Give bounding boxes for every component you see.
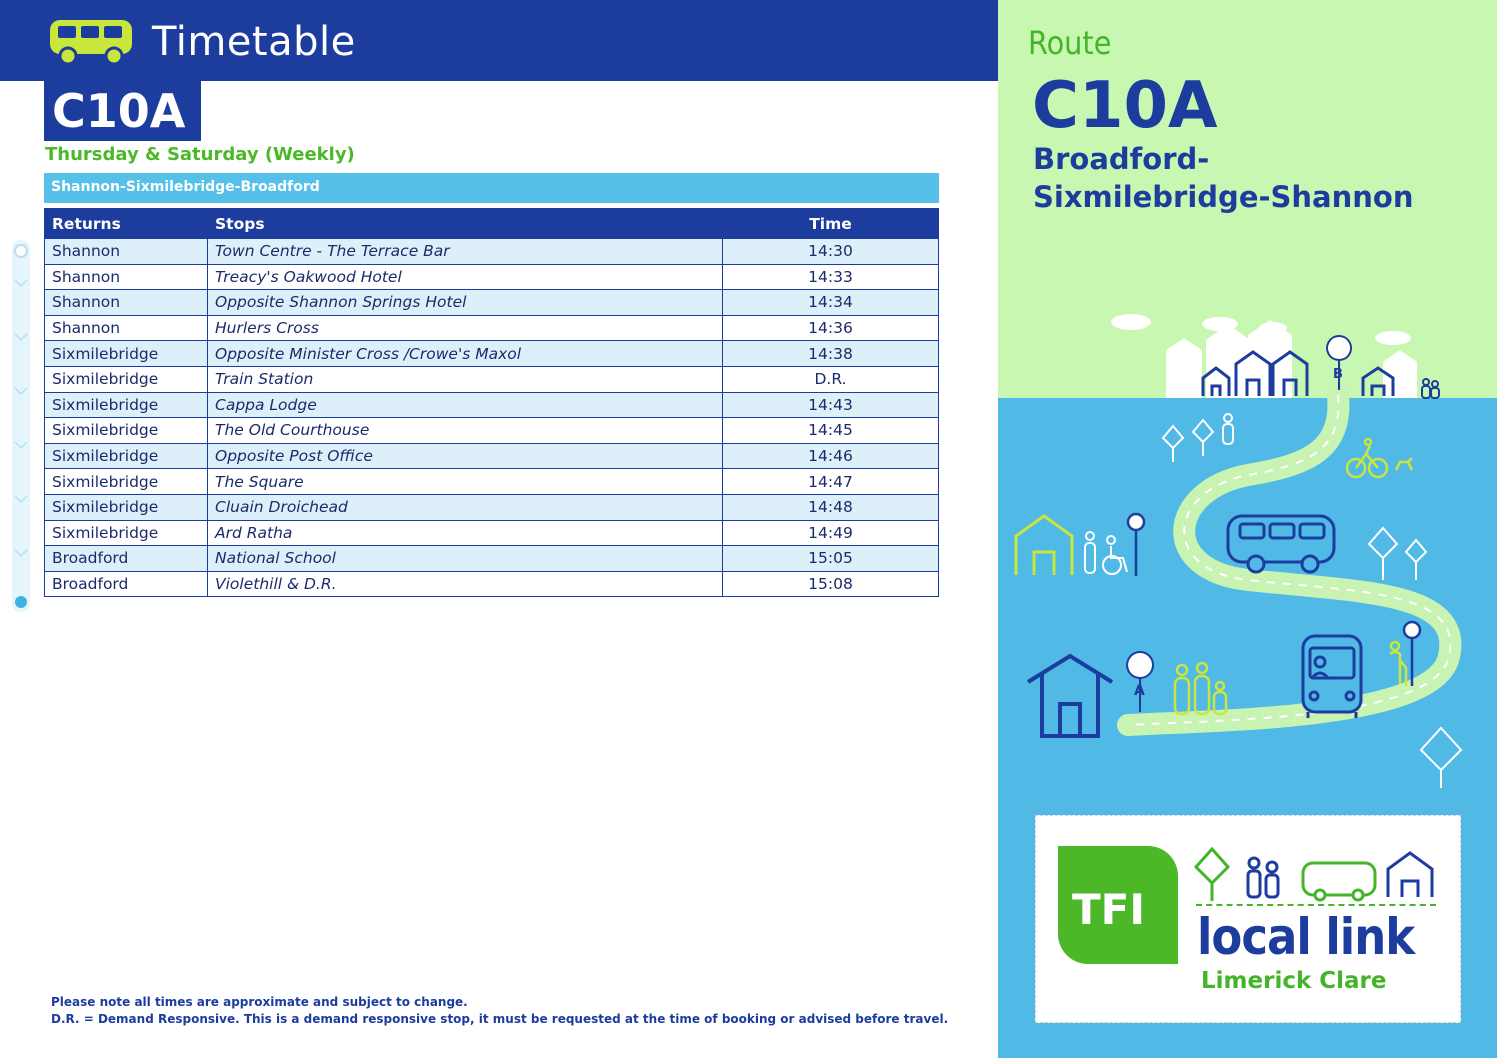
row-stop: Train Station [208, 366, 723, 392]
route-code-badge [44, 81, 201, 141]
local-link-icons [1188, 845, 1438, 905]
region-name: Limerick Clare [1201, 968, 1387, 994]
table-header-row [45, 209, 939, 239]
side-route-label: Route [1028, 24, 1112, 62]
row-area: Sixmilebridge [45, 520, 208, 546]
page-title: Timetable [152, 19, 356, 65]
note-demand-responsive: D.R. = Demand Responsive. This is a demand responsive stop, it must be requested at the time of booking or advised before travel. [51, 1012, 949, 1026]
row-time: 14:38 [723, 341, 939, 367]
row-stop: Cappa Lodge [208, 392, 723, 418]
row-time: 14:49 [723, 520, 939, 546]
marker-b: B [1333, 367, 1343, 382]
table-row [45, 290, 939, 316]
row-area: Broadford [45, 546, 208, 572]
col-stops: Stops [208, 209, 723, 239]
row-area: Sixmilebridge [45, 443, 208, 469]
direction-bar [44, 173, 939, 203]
table-row [45, 418, 939, 444]
tfi-logo [1058, 846, 1178, 964]
row-stop: Opposite Minister Cross /Crowe's Maxol [208, 341, 723, 367]
table-row [45, 366, 939, 392]
cyclist-icon [1347, 439, 1412, 477]
table-row [45, 494, 939, 520]
side-route-code: C10A [1032, 69, 1218, 143]
house-icon [1388, 853, 1432, 897]
row-time: 15:05 [723, 546, 939, 572]
table-row [45, 264, 939, 290]
side-route-name-line2: Sixmilebridge-Shannon [1033, 180, 1414, 214]
row-stop: Cluain Droichead [208, 494, 723, 520]
row-stop: Hurlers Cross [208, 315, 723, 341]
row-time: 14:46 [723, 443, 939, 469]
row-area: Sixmilebridge [45, 418, 208, 444]
tfi-text: TFI [1072, 885, 1145, 934]
row-area: Sixmilebridge [45, 341, 208, 367]
row-area: Broadford [45, 571, 208, 597]
marker-a: A [1134, 683, 1145, 699]
house-icon [1016, 516, 1072, 575]
row-time: 14:34 [723, 290, 939, 316]
row-area: Sixmilebridge [45, 392, 208, 418]
person-icon [1248, 858, 1278, 897]
row-time: 14:43 [723, 392, 939, 418]
house-icon [1028, 656, 1112, 736]
route-progress-rail [12, 240, 30, 612]
person-icon [1223, 414, 1233, 444]
note-approx: Please note all times are approximate and subject to change. [51, 995, 468, 1009]
side-route-name [1033, 140, 1413, 216]
header-bar [0, 0, 998, 81]
col-returns: Returns [45, 209, 208, 239]
row-area: Sixmilebridge [45, 469, 208, 495]
bus-icon [1303, 636, 1361, 718]
route-code: C10A [52, 84, 186, 138]
row-stop: Treacy's Oakwood Hotel [208, 264, 723, 290]
row-time: 14:36 [723, 315, 939, 341]
row-time: 14:48 [723, 494, 939, 520]
row-stop: Violethill & D.R. [208, 571, 723, 597]
row-time: 15:08 [723, 571, 939, 597]
row-stop: National School [208, 546, 723, 572]
row-area: Shannon [45, 290, 208, 316]
local-word: local [1197, 908, 1311, 966]
row-stop: Opposite Post Office [208, 443, 723, 469]
direction-label: Shannon-Sixmilebridge-Broadford [51, 179, 320, 195]
footnotes [51, 994, 948, 1028]
row-time: 14:33 [723, 264, 939, 290]
tree-icon [1196, 849, 1228, 901]
table-row [45, 571, 939, 597]
route-illustration [998, 300, 1497, 800]
bus-icon [1228, 516, 1334, 572]
rail-markers [12, 240, 30, 612]
row-area: Shannon [45, 264, 208, 290]
row-time: 14:47 [723, 469, 939, 495]
row-time: 14:30 [723, 239, 939, 265]
row-area: Shannon [45, 315, 208, 341]
table-row [45, 341, 939, 367]
timetable [44, 208, 939, 597]
service-days: Thursday & Saturday (Weekly) [45, 144, 355, 165]
wheelchair-icon [1103, 536, 1127, 574]
table-row [45, 239, 939, 265]
row-area: Shannon [45, 239, 208, 265]
row-stop: The Square [208, 469, 723, 495]
col-time: Time [723, 209, 939, 239]
table-row [45, 546, 939, 572]
table-row [45, 520, 939, 546]
table-row [45, 469, 939, 495]
bus-stop-icon [1128, 514, 1144, 576]
link-word: link [1325, 908, 1415, 966]
person-icon [1085, 532, 1095, 573]
row-stop: Opposite Shannon Springs Hotel [208, 290, 723, 316]
row-stop: The Old Courthouse [208, 418, 723, 444]
table-row [45, 315, 939, 341]
table-row [45, 443, 939, 469]
bus-icon [48, 18, 134, 66]
row-stop: Ard Ratha [208, 520, 723, 546]
row-stop: Town Centre - The Terrace Bar [208, 239, 723, 265]
person-icon [1422, 379, 1439, 398]
row-time: D.R. [723, 366, 939, 392]
row-area: Sixmilebridge [45, 366, 208, 392]
row-time: 14:45 [723, 418, 939, 444]
local-link-wordmark [1197, 908, 1414, 966]
bus-icon [1303, 863, 1375, 900]
logo-divider [1196, 904, 1436, 906]
table-row [45, 392, 939, 418]
side-route-name-line1: Broadford- [1033, 142, 1210, 176]
row-area: Sixmilebridge [45, 494, 208, 520]
